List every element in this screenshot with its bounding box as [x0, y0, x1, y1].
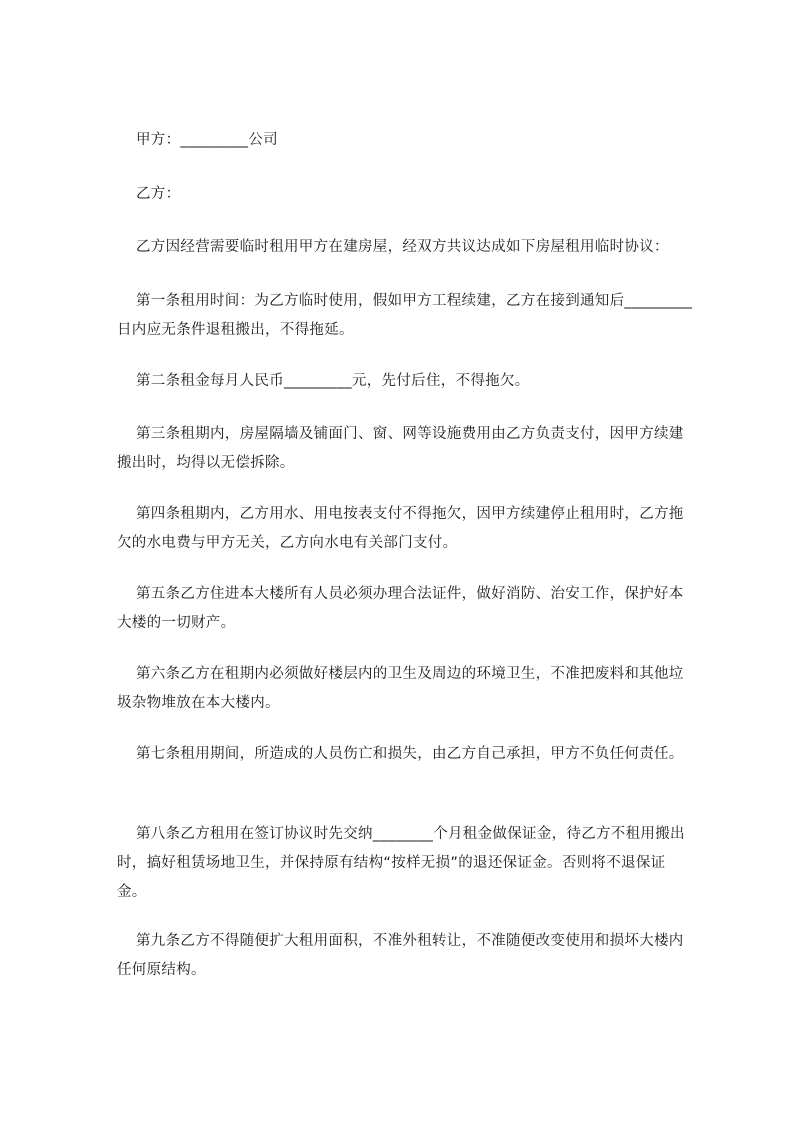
preamble: 乙方因经营需要临时租用甲方在建房屋，经双方共议达成如下房屋租用临时协议： — [136, 239, 669, 255]
clause-6: 第六条乙方在租期内必须做好楼层内的卫生及周边的环境卫生，不准把废料和其他垃圾杂物堆放在本大楼内。 — [117, 666, 684, 711]
clause-9: 第九条乙方不得随便扩大租用面积，不准外租转让，不准随便改变使用和损坏大楼内任何原结构。 — [117, 933, 684, 978]
clause-8: 第八条乙方租用在签订协议时先交纳________个月租金做保证金，待乙方不租用搬出时，搞好租赁场地卫生，并保持原有结构“按样无损”的退还保证金。否则将不退保证金。 — [117, 826, 685, 900]
clause-3: 第三条租期内，房屋隔墙及铺面门、窗、网等设施费用由乙方负责支付，因甲方续建搬出时，均得以无偿拆除。 — [117, 426, 684, 471]
clause-7: 第七条租用期间，所造成的人员伤亡和损失，由乙方自己承担，甲方不负任何责任。 — [136, 746, 684, 762]
clause-5: 第五条乙方住进本大楼所有人员必须办理合法证件，做好消防、治安工作，保护好本大楼的一切财产。 — [117, 586, 684, 631]
clause-4: 第四条租期内，乙方用水、用电按表支付不得拖欠，因甲方续建停止租用时，乙方拖欠的水电费与甲方无关，乙方向水电有关部门支付。 — [117, 506, 684, 551]
clause-2: 第二条租金每月人民币_________元，先付后住，不得拖欠。 — [136, 373, 530, 389]
party-a-line: 甲方：_________公司 — [136, 132, 278, 148]
clause-1: 第一条租用时间：为乙方临时使用，假如甲方工程续建，乙方在接到通知后_________日内应无条件退租搬出，不得拖延。 — [117, 293, 693, 338]
party-b-line: 乙方： — [136, 186, 181, 202]
